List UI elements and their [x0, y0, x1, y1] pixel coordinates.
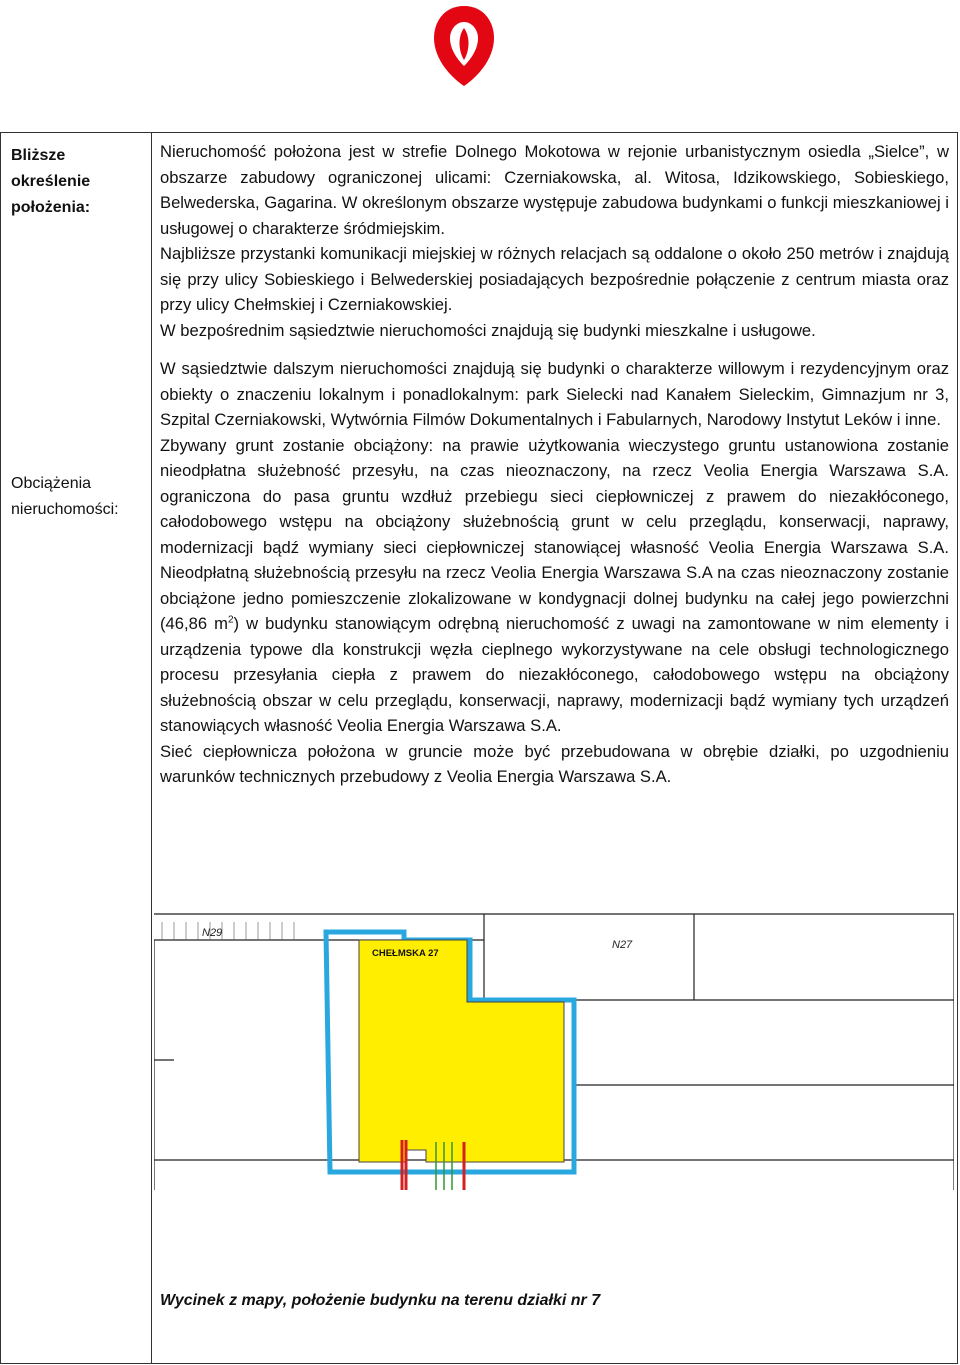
map-caption: Wycinek z mapy, położenie budynku na terenu działki nr 7: [160, 1292, 601, 1309]
superscript-2: 2: [227, 614, 234, 626]
location-paragraph-2: Najbliższe przystanki komunikacji miejskiej w różnych relacjach są oddalone o około 250 metrów i znajdują się przy ulicy Sobieskiego i Belwederskiej posiadających bezpośrednie połączenie z centrum miasta oraz przy ulicy Chełmskiej i Czerniakowskiej.: [160, 244, 949, 314]
location-label-line3: położenia:: [11, 199, 91, 216]
site-map: [154, 910, 954, 1190]
veolia-logo-icon: [432, 2, 496, 88]
encumbrance-text-b: ) w budynku stanowiącym odrębną nieruchomość z uwagi na zamontowane w nim elementy i urządzenia typowe dla konstrukcji węzła cieplnego wykorzystywane na cele obsługi technologicznego procesu przesyłania ciepła z prawem do niezakłóconego, całodobowego wstępu na obciążony służebnością obszar w celu przeglądu, konserwacji, naprawy, modernizacji bądź wymiany tych urządzeń stanowiących własność Veolia Energia Warszawa S.A.: [160, 614, 949, 735]
map-label-n27: N27: [612, 938, 633, 951]
location-paragraph-4: W sąsiedztwie dalszym nieruchomości znajdują się budynki o charakterze willowym i rezydencyjnym oraz obiekty o znaczeniu lokalnym i ponadlokalnym: park Sielecki nad Kanałem Sieleckim, Gimnazjum nr 3, Szpital Czerniakowski, Wytwórnia Filmów Dokumentalnych i Fabularnych, Narodowy Instytut Leków i inne.: [160, 359, 949, 429]
location-label-line2: określenie: [11, 173, 91, 190]
location-paragraph-3: W bezpośrednim sąsiedztwie nieruchomości znajdują się budynki mieszkalne i usługowe.: [160, 320, 816, 340]
location-paragraph-1: Nieruchomość położona jest w strefie Dolnego Mokotowa w rejonie urbanistycznym osiedla „Sielce”, w obszarze zabudowy ograniczonej ulicami: Czerniakowska, al. Witosa, Idzikowskiego, Sobieskiego, Belwederska, Gagarina. W określonym obszarze występuje zabudowa budynkami o funkcji mieszkaniowej i usługowej o charakterze śródmiejskim.: [160, 142, 949, 238]
location-label-cell: [1, 133, 152, 1364]
encumbrance-paragraph-2: Sieć ciepłownicza położona w gruncie może być przebudowana w obrębie działki, po uzgodnieniu warunków technicznych przebudowy z Veolia Energia Warszawa S.A.: [160, 741, 949, 786]
encumbrance-text-a: Zbywany grunt zostanie obciążony: na prawie użytkowania wieczystego gruntu ustanowiona zostanie nieodpłatna służebność przesyłu, na czas nieoznaczony, na rzecz Veolia Energia Warszawa S.A. ograniczona do pasa gruntu wzdłuż przebiegu sieci ciepłowniczej z prawem do niezakłóconego, całodobowego wstępu na obciążony służebnością grunt w celu przeglądu, konserwacji, naprawy, modernizacji bądź wymiany sieci ciepłowniczej stanowiącej własność Veolia Energia Warszawa S.A. Nieodpłatną służebnością przesyłu na rzecz Veolia Energia Warszawa S.A na czas nieoznaczony zostanie obciążone jedno pomieszczenie zlokalizowane w kondygnacji dolnej budynku na całej jego powierzchni (46,86 m: [160, 435, 949, 633]
content-cell: [152, 133, 958, 1364]
encumbrance-paragraph-1: [160, 433, 949, 739]
property-details-table: [0, 132, 958, 1364]
building-chelmska-27: [359, 940, 564, 1162]
encumbrance-label-line1: Obciążenia: [11, 475, 92, 492]
location-label-line1: Bliższe: [11, 147, 66, 164]
map-label-building: CHEŁMSKA 27: [372, 947, 439, 959]
map-label-n29: N29: [202, 926, 223, 939]
encumbrance-label-line2: nieruchomości:: [11, 501, 119, 518]
